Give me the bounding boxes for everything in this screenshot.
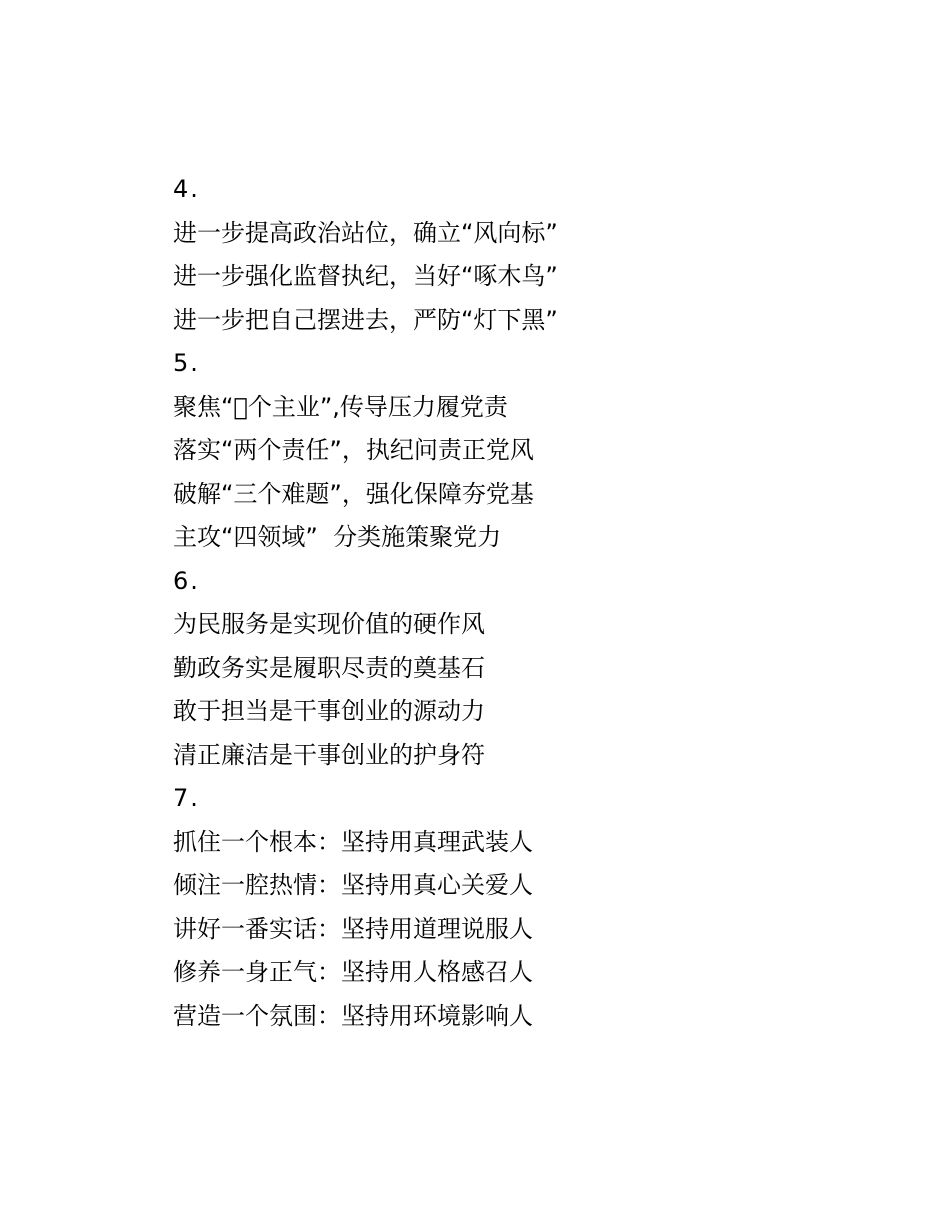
section-number: 5. (173, 349, 200, 377)
list-item: 进一步提高政治站位，确立“风向标” (173, 218, 558, 247)
list-item: 为民服务是实现价值的硬作风 (173, 610, 485, 638)
list-item: 进一步把自己摆进去，严防“灯下黑” (173, 305, 558, 334)
list-item: 修养一身正气：坚持用人格感召人 (173, 958, 533, 986)
list-item: 营造一个氛围：坚持用环境影响人 (173, 1001, 533, 1030)
list-item: 倾注一腔热情：坚持用真心关爱人 (173, 871, 533, 899)
list-item: 勤政务实是履职尽责的奠基石 (173, 653, 485, 682)
list-item: 破解“三个难题”，强化保障夯党基 (173, 479, 534, 508)
list-item: 抓住一个根本：坚持用真理武装人 (173, 827, 533, 856)
list-item: 讲好一番实话：坚持用道理说服人 (173, 914, 533, 943)
section-number: 6. (173, 566, 200, 595)
list-item: 落实“两个责任”，执纪问责正党风 (173, 436, 534, 464)
list-item: 清正廉洁是干事创业的护身符 (173, 740, 485, 769)
list-item: 聚焦“ 个主业”,传导压力履党责 (173, 392, 508, 421)
document-content (173, 168, 873, 1038)
section-number: 4. (173, 175, 200, 203)
list-item: 进一步强化监督执纪，当好“啄木鸟” (173, 262, 558, 290)
list-item: 主攻“四领域” 分类施策聚党力 (173, 523, 502, 551)
section-number: 7. (173, 784, 200, 812)
list-item: 敢于担当是干事创业的源动力 (173, 697, 485, 725)
